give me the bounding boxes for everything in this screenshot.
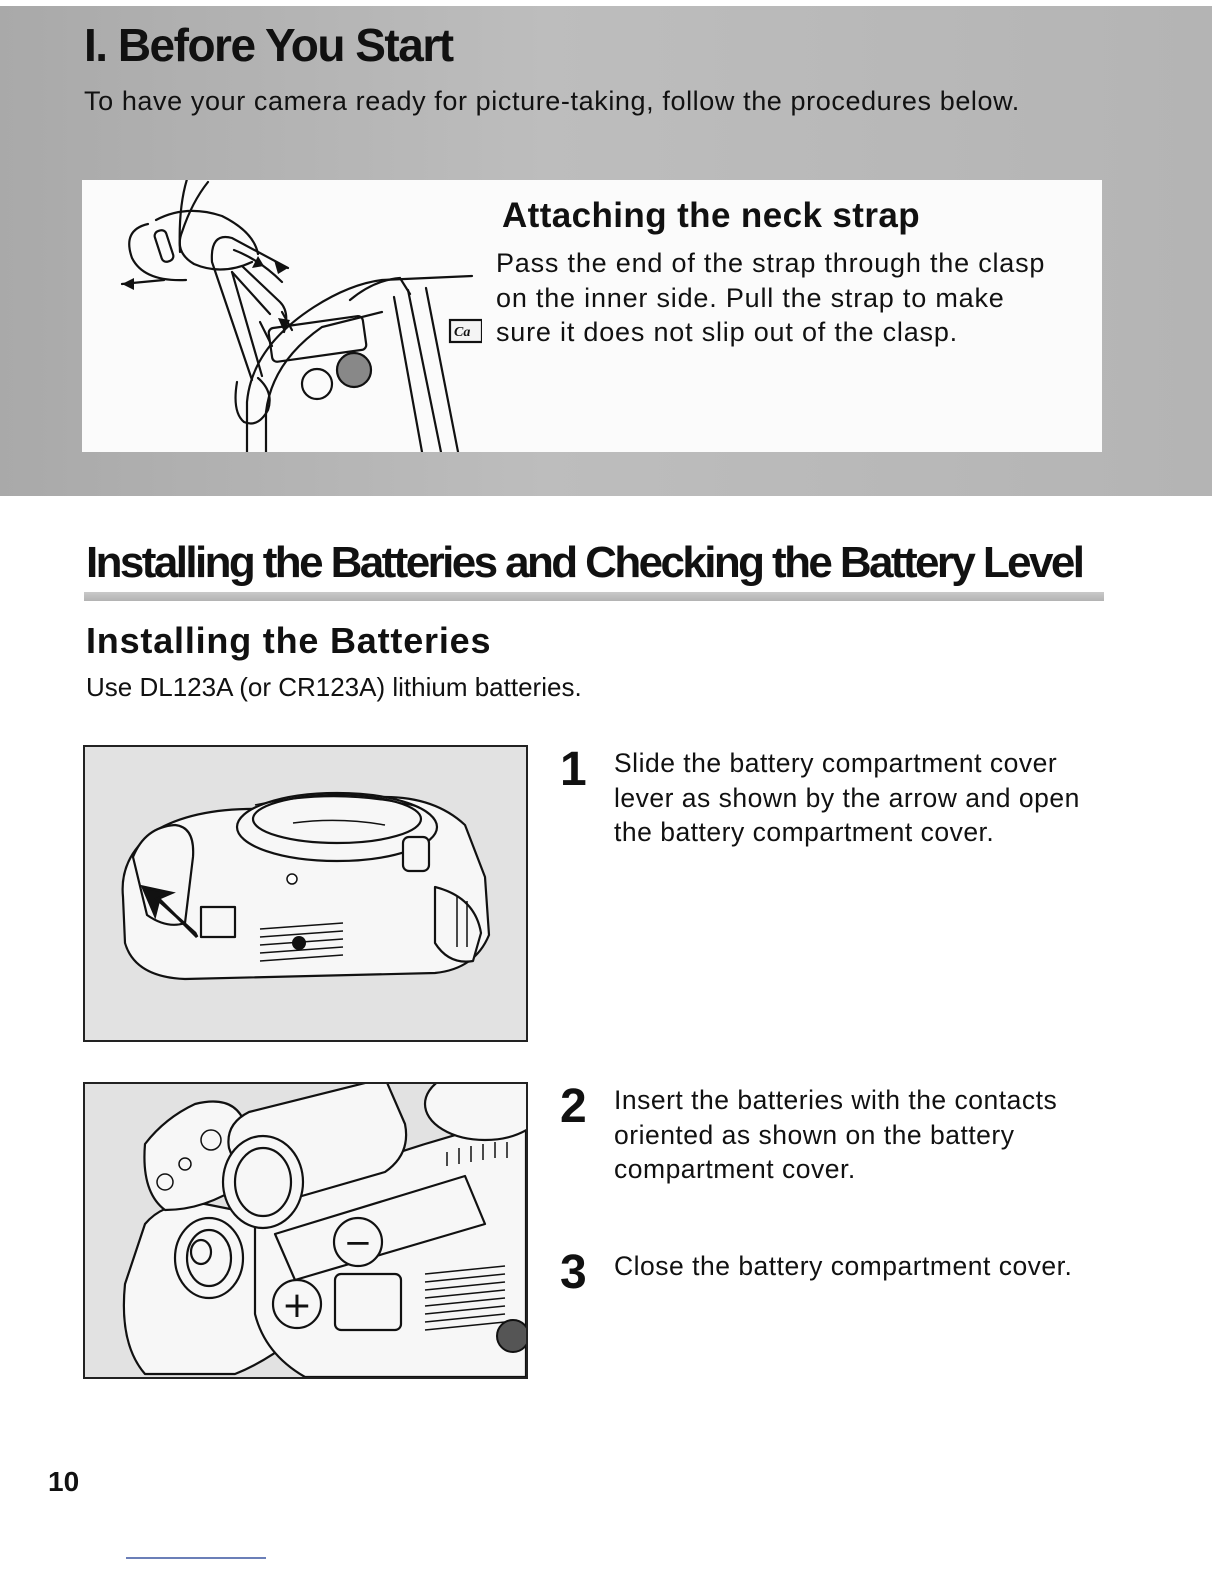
battery-cover-photo (83, 745, 528, 1042)
battery-minus-symbol: − (343, 1223, 373, 1263)
chapter-title: I. Before You Start (84, 19, 453, 71)
chapter-intro: To have your camera ready for picture-taking, follow the procedures below. (84, 86, 1020, 116)
footer-line (126, 1557, 266, 1559)
step-3-text: Close the battery compartment cover. (614, 1251, 1073, 1281)
installing-batteries-intro: Use DL123A (or CR123A) lithium batteries. (86, 672, 582, 702)
section-rule (84, 592, 1104, 601)
page-number: 10 (48, 1466, 80, 1497)
step-3-number: 3 (560, 1246, 587, 1299)
neck-strap-illustration (82, 180, 482, 452)
step-2-text: Insert the batteries with the contacts oriented as shown on the battery compartment cover. (614, 1085, 1058, 1184)
installing-batteries-title: Installing the Batteries (86, 620, 492, 661)
step-2-number: 2 (560, 1080, 587, 1133)
section-title: Installing the Batteries and Checking the Battery Level (86, 538, 1083, 587)
neck-strap-heading: Attaching the neck strap (502, 196, 921, 235)
neck-strap-text: Pass the end of the strap through the clasp on the inner side. Pull the strap to make sure it does not slip out of the clasp. (496, 248, 1046, 347)
battery-plus-symbol: + (281, 1285, 313, 1326)
battery-insert-photo (83, 1082, 528, 1379)
battery-insert-illustration (85, 1084, 526, 1377)
camera-brand-mark: Ca (454, 325, 471, 340)
neck-strap-panel (82, 180, 1102, 452)
step-1-number: 1 (560, 743, 587, 796)
step-1-text: Slide the battery compartment cover lever as shown by the arrow and open the battery compartment cover. (614, 748, 1080, 847)
battery-cover-illustration (85, 747, 526, 1040)
